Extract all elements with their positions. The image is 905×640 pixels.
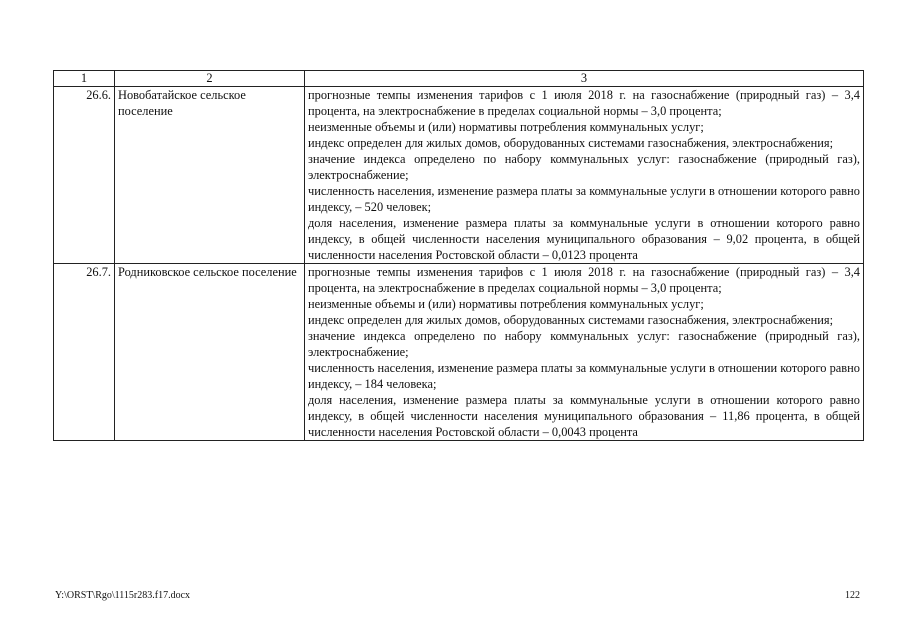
column-header-1: 1 (54, 71, 115, 87)
table-row (54, 87, 864, 264)
footer-page-number: 122 (845, 590, 860, 601)
row-description (305, 87, 864, 264)
footer-file-path: Y:\ORST\Rgo\1115r283.f17.docx (55, 590, 191, 601)
settlement-name: Родниковское сельское поселение (115, 264, 305, 441)
description-paragraph: неизменные объемы и (или) нормативы потребления коммунальных услуг; (308, 297, 704, 311)
description-paragraph: значение индекса определено по набору коммунальных услуг: газоснабжение (природный газ), электроснабжение; (308, 329, 860, 359)
table-header-row (54, 71, 864, 87)
column-header-3: 3 (305, 71, 864, 87)
description-paragraph: доля населения, изменение размера платы за коммунальные услуги в отношении которого равно индексу, в общей численности населения муниципального образования – 11,86 процента, в общей численности населения Ростовской области – 0,0043 процента (308, 393, 860, 439)
description-paragraph: прогнозные темпы изменения тарифов с 1 июля 2018 г. на газоснабжение (природный газ) – 3,4 процента, на электроснабжение в пределах социальной нормы – 3,0 процента; (308, 88, 860, 118)
description-paragraph: численность населения, изменение размера платы за коммунальные услуги в отношении которого равно индексу, – 520 человек; (308, 184, 860, 214)
row-description (305, 264, 864, 441)
row-number: 26.7. (54, 264, 115, 441)
description-paragraph: значение индекса определено по набору коммунальных услуг: газоснабжение (природный газ), электроснабжение; (308, 152, 860, 182)
description-paragraph: прогнозные темпы изменения тарифов с 1 июля 2018 г. на газоснабжение (природный газ) – 3,4 процента, на электроснабжение в пределах социальной нормы – 3,0 процента; (308, 265, 860, 295)
row-number: 26.6. (54, 87, 115, 264)
description-paragraph: численность населения, изменение размера платы за коммунальные услуги в отношении которого равно индексу, – 184 человека; (308, 361, 860, 391)
description-paragraph: неизменные объемы и (или) нормативы потребления коммунальных услуг; (308, 120, 704, 134)
settlement-name: Новобатайское сельское поселение (115, 87, 305, 264)
tariff-index-table (53, 70, 864, 441)
description-paragraph: индекс определен для жилых домов, оборудованных системами газоснабжения, электроснабжения; (308, 313, 834, 327)
table-row (54, 264, 864, 441)
description-paragraph: доля населения, изменение размера платы за коммунальные услуги в отношении которого равно индексу, в общей численности населения муниципального образования – 9,02 процента, в общей численности населения Ростовской области – 0,0123 процента (308, 216, 860, 262)
column-header-2: 2 (115, 71, 305, 87)
description-paragraph: индекс определен для жилых домов, оборудованных системами газоснабжения, электроснабжения; (308, 136, 834, 150)
